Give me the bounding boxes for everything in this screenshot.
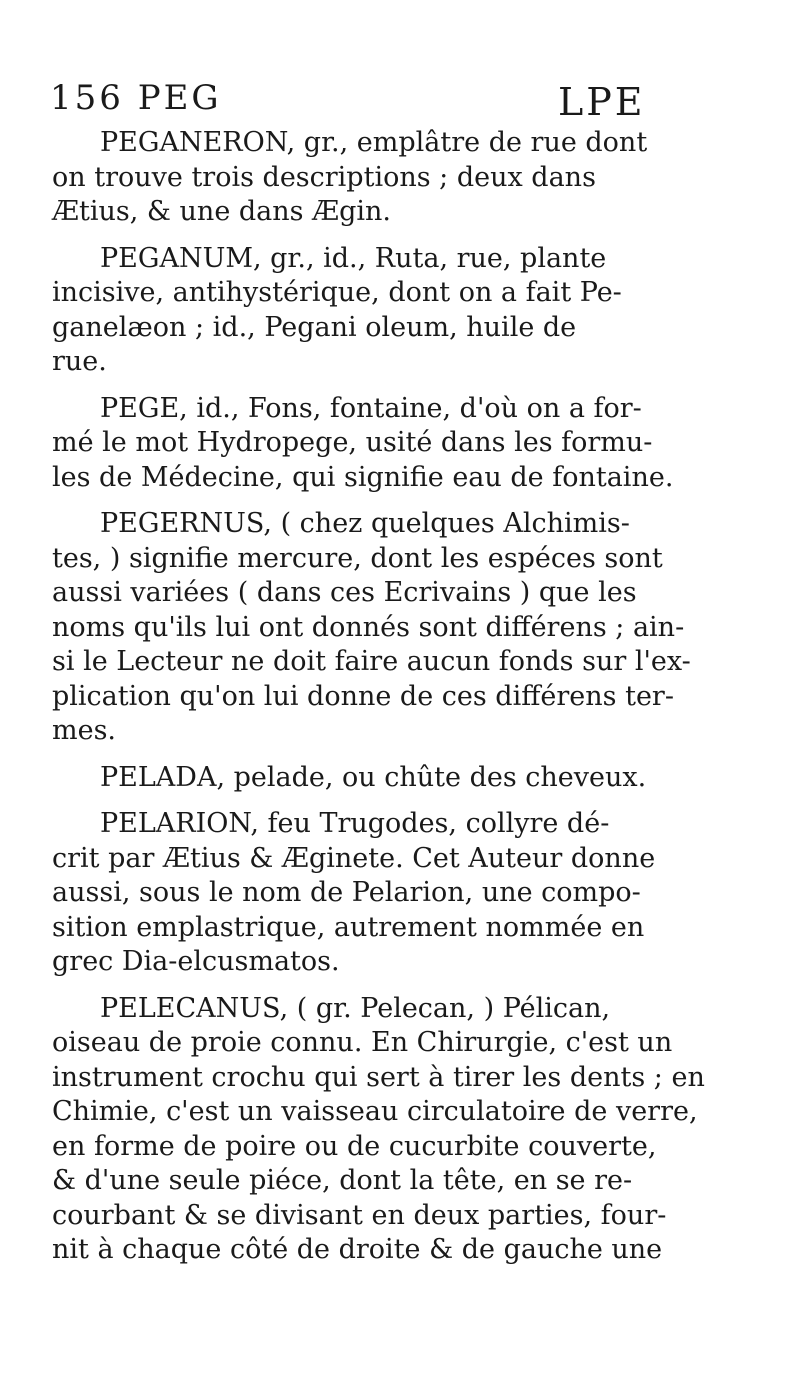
text-line: Chimie, c'est un vaisseau circulatoire de verre, (52, 1096, 698, 1127)
text-line: plication qu'on lui donne de ces différens ter- (52, 680, 674, 712)
text-line: nit à chaque côté de droite & de gauche une (52, 1234, 663, 1265)
text-line: & d'une seule piéce, dont la tête, en se re- (52, 1165, 633, 1196)
text-line: PELADA, pelade, ou chûte des cheveux. (100, 761, 647, 793)
page-number-and-left-head (50, 78, 222, 118)
right-running-head: LPE (558, 80, 646, 124)
text-line: on trouve trois descriptions ; deux dans (52, 161, 596, 193)
text-line: aussi, sous le nom de Pelarion, une compo- (52, 877, 641, 908)
page-number: 156 (50, 78, 124, 118)
text-line: PELARION, feu Trugodes, collyre dé- (100, 808, 610, 839)
entry-pelada (52, 761, 767, 796)
text-line: crit par Ætius & Æginete. Cet Auteur donne (52, 842, 656, 874)
entry-pege (52, 392, 767, 496)
text-line: PEGERNUS, ( chez quelques Alchimis- (100, 508, 630, 539)
text-line: oiseau de proie connu. En Chirurgie, c'est un (52, 1027, 673, 1058)
text-line: PEGANERON, gr., emplâtre de rue dont (100, 127, 648, 158)
text-line: noms qu'ils lui ont donnés sont différens ; ain- (52, 611, 685, 643)
text-line: rue. (52, 346, 107, 377)
text-line: les de Médecine, qui signifie eau de fontaine. (52, 461, 674, 493)
entry-pelecanus (52, 992, 767, 1268)
text-line: si le Lecteur ne doit faire aucun fonds sur l'ex- (52, 646, 691, 677)
text-line: courbant & se divisant en deux parties, four- (52, 1199, 667, 1231)
entry-peganum (52, 242, 767, 380)
entry-pegernus (52, 507, 767, 749)
dictionary-column (52, 126, 767, 1280)
running-header (50, 68, 750, 124)
text-line: PEGE, id., Fons, fontaine, d'où on a for- (100, 392, 642, 424)
text-line: incisive, antihystérique, dont on a fait Pe- (52, 277, 622, 308)
text-line: PEGANUM, gr., id., Ruta, rue, plante (100, 242, 607, 274)
text-line: en forme de poire ou de cucurbite couverte, (52, 1130, 657, 1162)
entry-pelarion (52, 807, 767, 980)
text-line: aussi variées ( dans ces Ecrivains ) que les (52, 577, 637, 608)
entry-peganeron (52, 126, 767, 230)
text-line: PELECANUS, ( gr. Pelecan, ) Pélican, (100, 992, 611, 1024)
text-line: ganelæon ; id., Pegani oleum, huile de (52, 311, 577, 343)
text-line: instrument crochu qui sert à tirer les dents ; en (52, 1061, 705, 1093)
left-running-head: PEG (137, 78, 222, 118)
text-line: grec Dia-elcusmatos. (52, 946, 340, 977)
text-line: mé le mot Hydropege, usité dans les formu- (52, 427, 653, 458)
text-line: Ætius, & une dans Ægin. (52, 196, 392, 227)
text-line: mes. (52, 715, 117, 746)
text-line: sition emplastrique, autrement nommée en (52, 911, 645, 943)
text-line: tes, ) signifie mercure, dont les espéces sont (52, 542, 663, 574)
